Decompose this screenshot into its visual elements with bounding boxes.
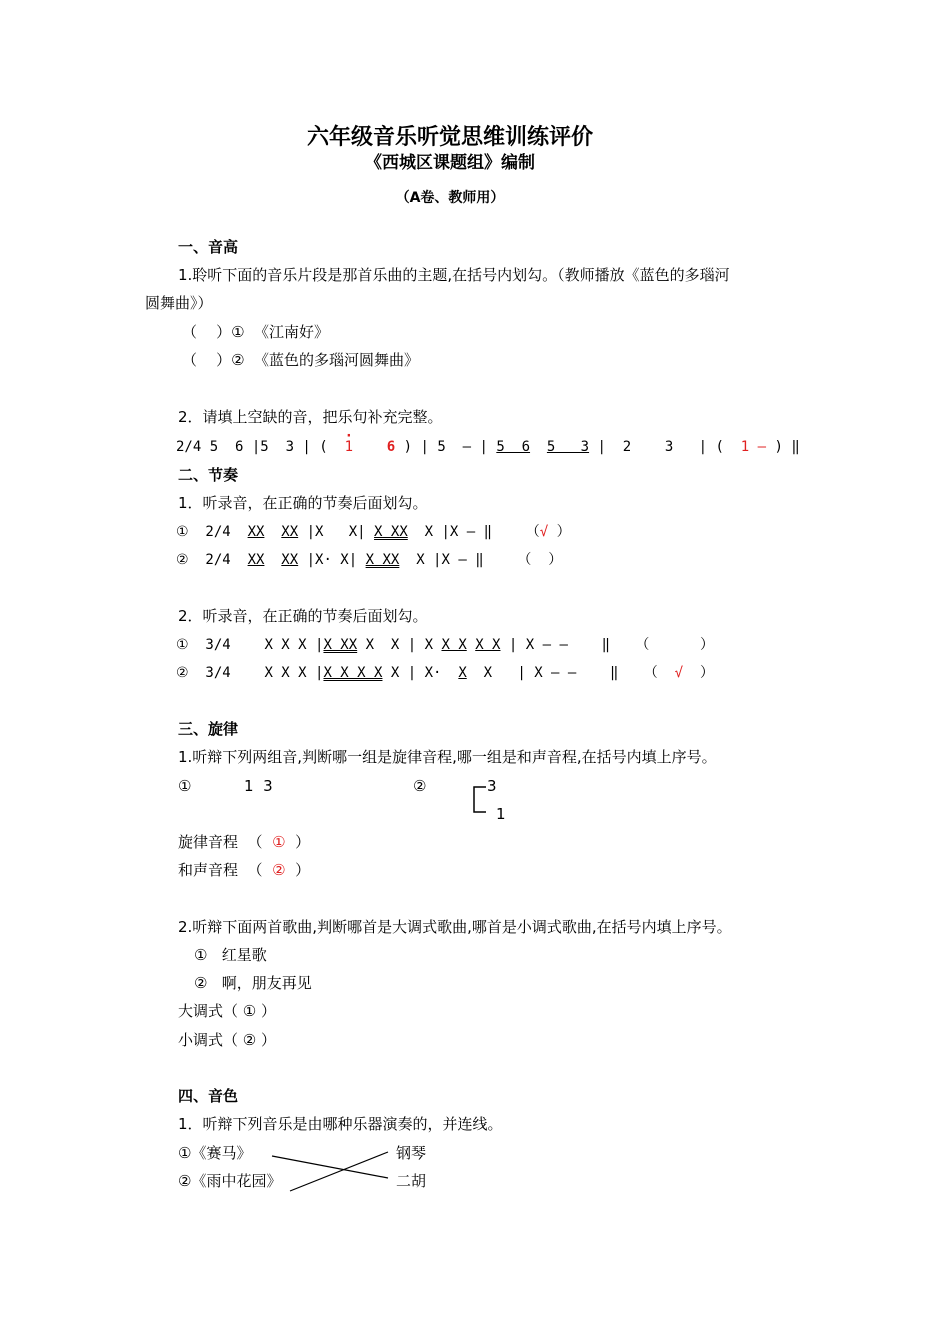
major-answer: 大调式（ ① ） [178,1002,276,1020]
interval-answer-row: 和声音程 （ ② ） [178,861,311,879]
section-heading-timbre: 四、音色 [178,1087,239,1105]
rhythm-group: XX [247,524,265,540]
rhythm-group: X X [475,637,501,653]
rhythm-segment: X | X· [382,665,459,681]
question-text-continued: 圆舞曲》） [145,294,213,312]
answer-paren: ） [548,552,563,568]
melody-segment: ) ‖ [766,439,800,455]
piece-left-2: ②《雨中花园》 [178,1172,282,1190]
page-title: 六年级音乐听觉思维训练评价 [306,125,593,150]
answer-option: （ ）② 《蓝色的多瑙河圆舞曲》 [182,351,420,369]
rhythm-segment: | X – – ‖ [500,637,611,653]
instrument-right-2: 二胡 [396,1172,427,1190]
interval-answer-row: 旋律音程 （ ① ） [178,833,311,851]
melody-segment: ) | 5 — | [395,439,497,455]
question-text: 2．请填上空缺的音，把乐句补充完整。 [178,408,443,426]
answer-value: ① [272,833,286,851]
option-number: ② [176,665,189,681]
option-number: ① [176,637,189,653]
question-text: 1．听录音，在正确的节奏后面划勾。 [178,494,428,512]
question-text: 1．听辩下列音乐是由哪种乐器演奏的，并连线。 [178,1115,503,1133]
check-mark: √ [539,524,549,540]
rhythm-row [176,663,714,683]
piece-left-1: ①《赛马》 [178,1144,252,1162]
song-option: ① 红星歌 [194,946,267,964]
section-heading-melody: 三、旋律 [178,720,239,738]
rhythm-segment: X X | X [357,637,442,653]
rhythm-row [176,550,562,570]
meter: 3/4 [205,637,231,653]
option-number: ① [176,524,189,540]
answer-label: 和声音程 [178,861,239,879]
rhythm-group: X XX [374,524,408,540]
answer-label: 旋律音程 [178,833,239,851]
meter: 2/4 [205,552,231,568]
answer-note: 1 – [740,439,767,455]
rhythm-row [176,635,714,655]
rhythm-segment: X |X – ‖ [416,552,484,568]
check-mark: √ [674,665,684,681]
matching-lines [270,1148,395,1198]
rhythm-group: X X [441,637,467,653]
rhythm-group: X [458,665,467,681]
meter: 2/4 [205,524,231,540]
answer-note: · 1 [345,437,353,457]
rhythm-group: X XX [365,552,400,568]
rhythm-segment: |X· X| [306,552,358,568]
melodic-interval-notes: 1 3 [244,777,273,795]
question-text: 1.听辩下列两组音,判断哪一组是旋律音程,哪一组是和声音程,在括号内填上序号。 [178,748,717,766]
note-group: 5 6 [496,439,531,455]
answer-paren: （ [517,552,532,568]
rhythm-group: X XX [323,637,358,653]
note-group: 5 3 [546,439,590,455]
match-line-2 [290,1152,388,1191]
melody-line [176,437,800,457]
rhythm-segment: |X X| [306,524,366,540]
rhythm-segment: X | X – – ‖ [466,665,619,681]
question-text: 2．听录音，在正确的节奏后面划勾。 [178,607,428,625]
answer-paren: （ [643,665,658,681]
meter: 3/4 [205,665,231,681]
answer-paren: （ [525,524,540,540]
option-number: ② [413,777,427,795]
rhythm-group: X X X X [323,665,383,681]
question-text: 1.聆听下面的音乐片段是那首乐曲的主题,在括号内划勾。（教师播放《蓝色的多瑙河 [178,266,730,284]
rhythm-segment [467,637,475,653]
edition-note: （A卷、教师用） [395,190,505,206]
rhythm-group: XX [281,552,299,568]
rhythm-row [176,522,571,542]
page-subtitle: 《西城区课题组》编制 [365,153,535,173]
harmonic-bottom-note: 1 [496,805,506,823]
song-option: ② 啊，朋友再见 [194,974,312,992]
question-text: 2.听辩下面两首歌曲,判断哪首是大调式歌曲,哪首是小调式歌曲,在括号内填上序号。 [178,918,732,936]
rhythm-group: XX [281,524,299,540]
rhythm-segment: X |X – ‖ [424,524,493,540]
rhythm-segment: X X X | [264,637,324,653]
option-number: ① [178,777,192,795]
melody-segment: 2/4 5 6 |5 3 | ( [176,439,345,455]
instrument-right-1: 钢琴 [396,1144,427,1162]
answer-paren: ） [699,637,714,653]
answer-option: （ ）① 《江南好》 [182,323,330,341]
rhythm-segment: X X X | [264,665,324,681]
rhythm-group: XX [247,552,265,568]
answer-paren: ） [699,665,714,681]
section-heading-pitch: 一、音高 [178,238,239,256]
answer-note: 6 [386,439,396,455]
minor-answer: 小调式（ ② ） [178,1031,276,1049]
melody-segment: | 2 3 | ( [589,439,741,455]
harmonic-top-note: 3 [487,777,497,795]
section-heading-rhythm: 二、节奏 [178,466,239,484]
answer-value: ② [272,861,286,879]
answer-paren: （ [635,637,650,653]
chord-bracket-icon [470,784,492,818]
answer-paren: ） [556,524,571,540]
option-number: ② [176,552,189,568]
